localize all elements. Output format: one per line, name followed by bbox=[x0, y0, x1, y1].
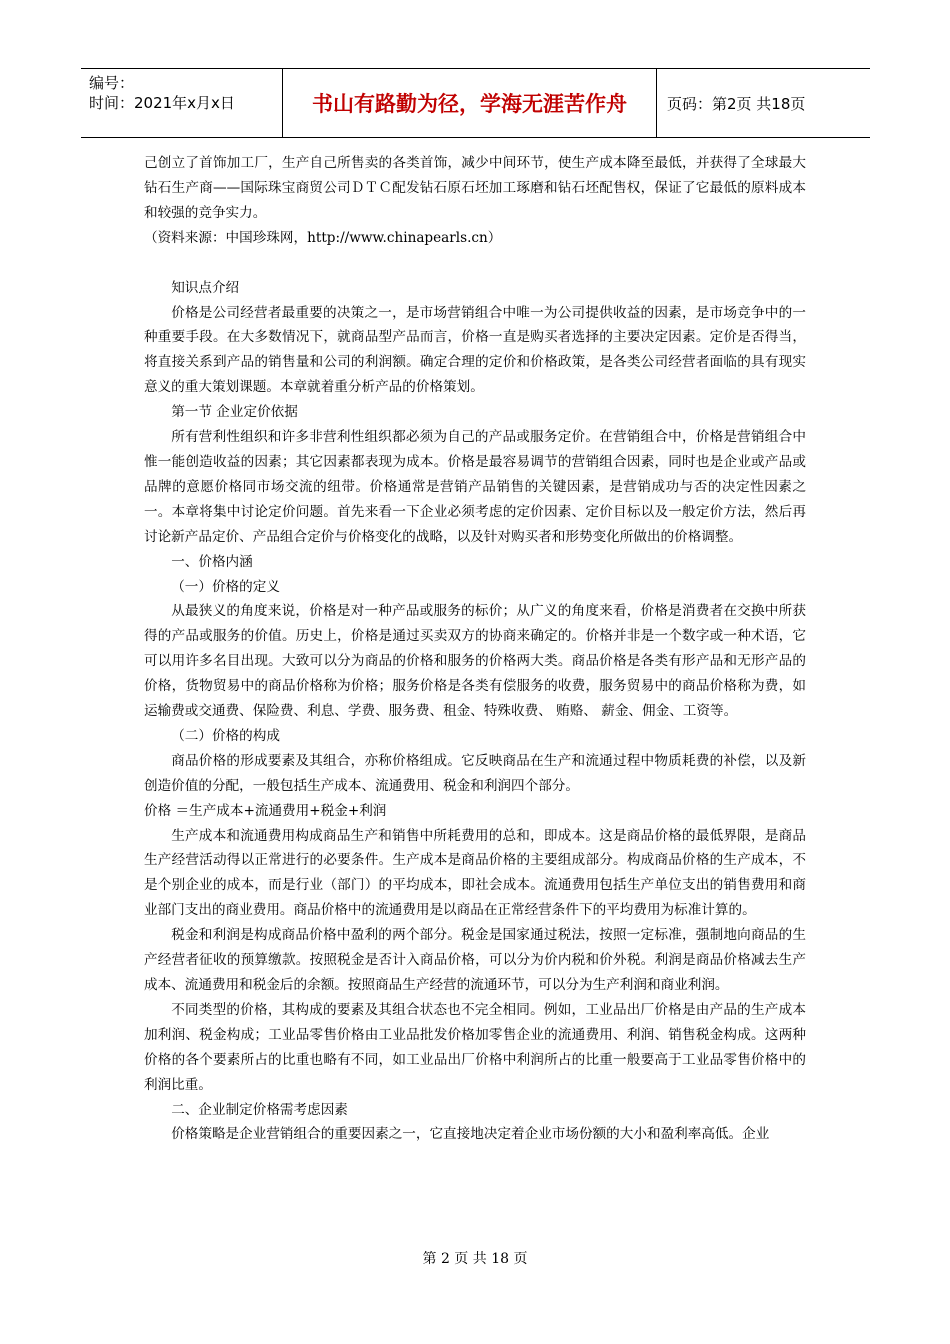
number-label: 编号： bbox=[89, 74, 135, 92]
paragraph: 己创立了首饰加工厂，生产自己所售卖的各类首饰，减少中间环节，使生产成本降至最低，并获得了全球最大钻石生产商——国际珠宝商贸公司ＤＴＣ配发钻石原石坯加工琢磨和钻石坯配售权，保证了它最低的原料成本和较强的竞争实力。 bbox=[144, 155, 806, 221]
paragraph: （资料来源：中国珍珠网，http://www.chinapearls.cn） bbox=[144, 229, 502, 246]
paragraph: 从最狭义的角度来说，价格是对一种产品或服务的标价；从广义的角度来看，价格是消费者在交换中所获得的产品或服务的价值。历史上，价格是通过买卖双方的协商来确定的。价格并非是一个数字或一种术语，它可以用许多名目出现。大致可以分为商品的价格和服务的价格两大类。商品价格是各类有形产品和无形产品的价格，货物贸易中的商品价格称为价格；服务价格是各类有偿服务的收费，服务贸易中的商品价格称为费，如运输费或交通费、保险费、利息、学费、服务费、租金、特殊收费、 贿赂、 薪金、佣金、工资等。 bbox=[144, 603, 806, 720]
paragraph: 价格是公司经营者最重要的决策之一，是市场营销组合中唯一为公司提供收益的因素，是市场竞争中的一种重要手段。在大多数情况下，就商品型产品而言，价格一直是购买者选择的主要决定因素。定价是否得当，将直接关系到产品的销售量和公司的利润额。确定合理的定价和价格政策，是各类公司经营者面临的具有现实意义的重大策划课题。本章就着重分析产品的价格策划。 bbox=[144, 304, 806, 396]
paragraph bbox=[144, 251, 806, 276]
paragraph: 所有营利性组织和许多非营利性组织都必须为自己的产品或服务定价。在营销组合中，价格是营销组合中惟一能创造收益的因素；其它因素都表现为成本。价格是最容易调节的营销组合因素，同时也是企业或产品或品牌的意愿价格同市场交流的纽带。价格通常是营销产品销售的关键因素，是营销成功与否的决定性因素之一。本章将集中讨论定价问题。首先来看一下企业必须考虑的定价因素、定价目标以及一般定价方法，然后再讨论新产品定价、产品组合定价与价格变化的战略，以及针对购买者和形势变化所做出的价格调整。 bbox=[144, 429, 806, 545]
document-body bbox=[144, 151, 806, 1147]
paragraph: 第一节 企业定价依据 bbox=[171, 404, 298, 421]
motto: 书山有路勤为径，学海无涯苦作舟 bbox=[283, 69, 657, 137]
paragraph: （一）价格的定义 bbox=[171, 578, 280, 595]
page-number-header: 页码：第2页 共18页 bbox=[667, 94, 806, 113]
paragraph: 不同类型的价格，其构成的要素及其组合状态也不完全相同。例如，工业品出厂价格是由产品的生产成本加利润、税金构成；工业品零售价格由工业品批发价格加零售企业的流通费用、利润、销售税金构成。这两种价格的各个要素所占的比重也略有不同，如工业品出厂价格中利润所占的比重一般要高于工业品零售价格中的利润比重。 bbox=[144, 1001, 806, 1093]
date-label: 时间：2021年x月x日 bbox=[89, 94, 235, 112]
paragraph: 一、价格内涵 bbox=[171, 553, 253, 570]
page-footer bbox=[0, 1248, 950, 1268]
page-header bbox=[81, 68, 870, 138]
paragraph: 税金和利润是构成商品价格中盈利的两个部分。税金是国家通过税法，按照一定标准，强制地向商品的生产经营者征收的预算缴款。按照税金是否计入商品价格，可以分为价内税和价外税。利润是商品价格减去生产成本、流通费用和税金后的余额。按照商品生产经营的流通环节，可以分为生产利润和商业利润。 bbox=[144, 927, 806, 993]
paragraph: 价格策略是企业营销组合的重要因素之一，它直接地决定着企业市场份额的大小和盈利率高低。企业 bbox=[171, 1126, 770, 1143]
header-info-cell bbox=[81, 69, 283, 137]
footer-page-number: 第 2 页 共 18 页 bbox=[422, 1251, 528, 1267]
paragraph: 商品价格的形成要素及其组合，亦称价格组成。它反映商品在生产和流通过程中物质耗费的补偿，以及新创造价值的分配，一般包括生产成本、流通费用、税金和利润四个部分。 bbox=[144, 752, 806, 794]
paragraph: 价格 ＝生产成本+流通费用+税金+利润 bbox=[144, 802, 387, 819]
paragraph: 知识点介绍 bbox=[171, 279, 240, 296]
paragraph: （二）价格的构成 bbox=[171, 727, 280, 744]
paragraph: 二、企业制定价格需考虑因素 bbox=[171, 1101, 348, 1118]
paragraph: 生产成本和流通费用构成商品生产和销售中所耗费用的总和，即成本。这是商品价格的最低界限，是商品生产经营活动得以正常进行的必要条件。生产成本是商品价格的主要组成部分。构成商品价格的生产成本，不是个别企业的成本，而是行业（部门）的平均成本，即社会成本。流通费用包括生产单位支出的销售费用和商业部门支出的商业费用。商品价格中的流通费用是以商品在正常经营条件下的平均费用为标准计算的。 bbox=[144, 827, 806, 919]
